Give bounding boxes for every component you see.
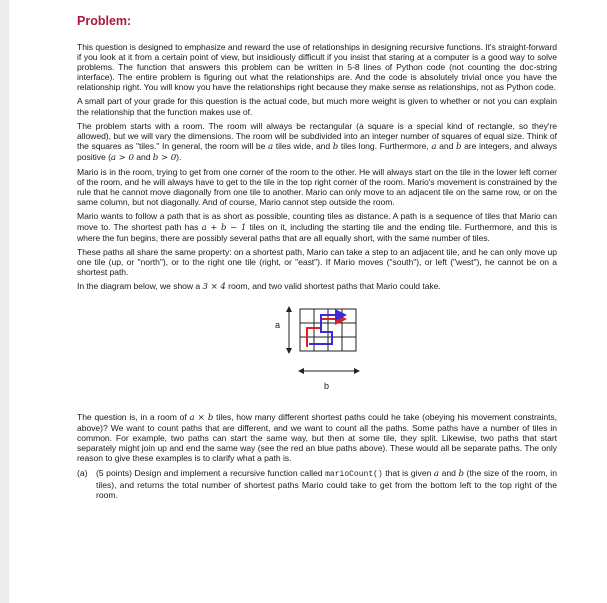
paragraph-question: The question is, in a room of a × b tiles, how many different shortest paths could he take (obeying his movement constraints, above)? We want to count paths that are different, and we want to count all the paths. Some paths have a number of tiles in common. For example, two paths can start the same way, but then at some tile, they split. Likewise, two paths that start separately might join up and end the same way (see the red an blue paths above). These would all be separate paths. The only reason to give these examples is to clarify what a path is. xyxy=(77,412,557,464)
room-diagram xyxy=(77,298,557,404)
left-margin-bar xyxy=(0,0,9,603)
paragraph-diagram-intro: In the diagram below, we show a 3 × 4 room, and two valid shortest paths that Mario could take. xyxy=(77,280,441,292)
paragraph-grading: A small part of your grade for this question is the actual code, but much more weight is given to whether or not you can explain the relationship that the function makes use of. xyxy=(77,96,557,117)
part-a-text: (5 points) Design and implement a recursive function called marioCount() that is given a and b (the size of the room, in tiles), and returns the total number of shortest paths Mario could take to get from the bottom left to the top right of the room. xyxy=(96,467,557,500)
paragraph-mario: Mario is in the room, trying to get from one corner of the room to the other. He will always start on the tile in the lower left corner of the room, and he will always have to get to the tile in the top right corner of the room. Mario's movement is constrained by the rule that he cannot move diagonally from one tile to another. Mario can only move to an adjacent tile on the same row, or on the same column, but not diagonally. And of course, Mario cannot step outside the room. xyxy=(77,167,557,208)
problem-content xyxy=(77,14,557,500)
paragraph-room: The problem starts with a room. The room will always be rectangular (a square is a special kind of rectangle, so they're allowed), but we will vary the dimensions. The room will be subdivided into an integer number of squares of equal size. Think of the squares as "tiles." In general, the room will be a tiles wide, and b tiles long. Furthermore, a and b are integers, and always positive (a > 0 and b > 0). xyxy=(77,120,557,163)
label-b: b xyxy=(324,381,330,392)
problem-heading: Problem: xyxy=(77,14,132,28)
function-name: marioCount() xyxy=(325,469,383,479)
paragraph-path: Mario wants to follow a path that is as short as possible, counting tiles as distance. A path is a sequence of tiles that Mario can move to. The shortest path has a + b − 1 tiles on it, including the starting tile and the ending tile. Furthermore, and this is where the fun begins, there are possibly several paths that are all equally short, with the same number of tiles. xyxy=(77,211,557,243)
paragraph-moves: These paths all share the same property: on a shortest path, Mario can take a step to an adjacent tile, and he can only move up one tile (up, or "north"), or to the right one tile (right, or "east"). If Mario moves ("south"), or left ("west"), he cannot be on a shortest path. xyxy=(77,246,557,277)
part-a-label: (a) xyxy=(77,467,88,478)
paragraph-intro: This question is designed to emphasize and reward the use of relationships in designing recursive functions. It's straight-forward if you look at it from a certain point of view, but insidiously difficult if you insist that staring at a computer is a good way to solve problems. The function that answers this problem can be written in 5-8 lines of Python code (not counting the doc-string interface). The entire problem is figuring out what the relationships are. And the code is absolutely trivial once you have the relationship right. You will know you have the relationships right because they make sense as relationships, not as Python code. xyxy=(77,42,557,93)
part-a xyxy=(77,468,557,500)
room-grid-svg xyxy=(77,298,557,404)
label-a: a xyxy=(275,320,281,331)
